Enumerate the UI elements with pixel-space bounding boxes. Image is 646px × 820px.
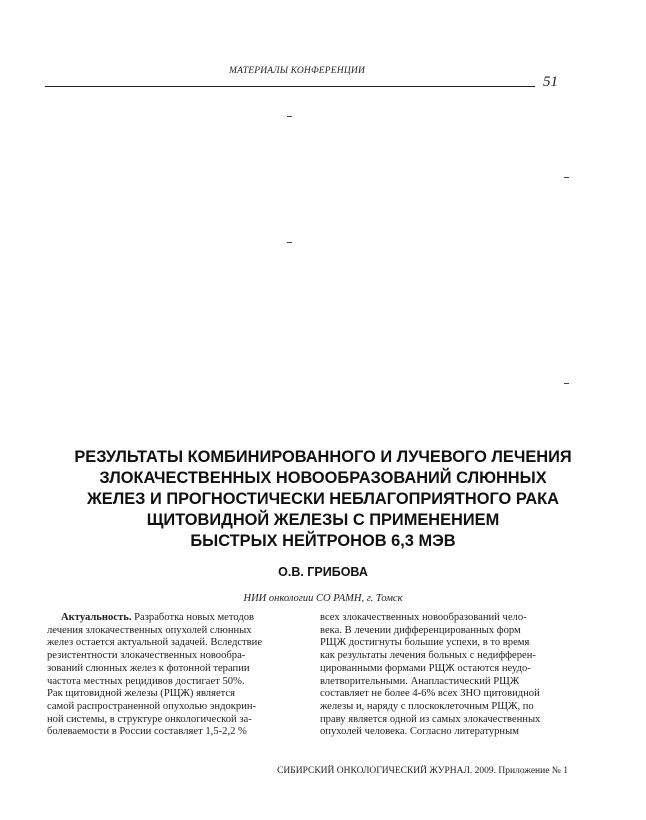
header-rule [45,86,535,87]
lead-continuation: Разработка новых методов [131,612,255,623]
body-line: болеваемости в России составляет 1,5-2,2 % [47,726,247,738]
body-line: как результаты лечения больных с недифферен- [320,650,536,662]
body-column-left [47,612,292,739]
body-line: железы и, наряду с плоскоклеточным РЩЖ, по [320,700,534,712]
stray-mark [564,383,569,384]
body-line: всех злокачественных новообразований чело- [320,612,527,623]
running-title: МАТЕРИАЛЫ КОНФЕРЕНЦИИ [228,66,366,76]
article-title [38,447,608,552]
title-line: ЗЛОКАЧЕСТВЕННЫХ НОВООБРАЗОВАНИЙ СЛЮННЫХ [99,469,547,487]
body-line: резистентности злокачественных новообра- [47,650,246,662]
body-line [47,612,292,625]
body-line: составляет не более 4-6% всех ЗНО щитовидной [320,688,540,700]
page-number: 51 [543,74,558,90]
body-line: самой распространенной опухолью эндокрин- [47,700,257,712]
title-line: ЩИТОВИДНОЙ ЖЕЛЕЗЫ С ПРИМЕНЕНИЕМ [146,511,500,529]
body-line: РЩЖ достигнуты большие успехи, в то время [320,637,530,649]
stray-mark [287,242,292,243]
body-line: опухолей человека. Согласно литературным [320,726,519,738]
section-lead: Актуальность. [61,612,132,623]
body-line: века. В лечении дифференцированных форм [320,624,521,636]
author-affiliation: НИИ онкологии СО РАМН, г. Томск [243,593,403,604]
body-line: желез остается актуальной задачей. Вследствие [47,637,263,649]
journal-footer: СИБИРСКИЙ ОНКОЛОГИЧЕСКИЙ ЖУРНАЛ. 2009. Приложение № 1 [277,766,568,776]
body-line: ной системы, в структуре онкологической за- [47,713,252,725]
stray-mark [564,177,569,178]
body-line: праву является одной из самых злокачественных [320,713,541,725]
stray-mark [287,116,292,117]
body-line: цированными формами РЩЖ остаются неудо- [320,662,531,674]
body-line: частота местных рецидивов достигает 50%. [47,675,245,687]
title-line: ЖЕЛЕЗ И ПРОГНОСТИЧЕСКИ НЕБЛАГОПРИЯТНОГО РАКА [86,490,560,508]
body-column-right [320,612,565,739]
body-line: лечения злокачественных опухолей слюнных [47,624,252,636]
body-line: влетворительными. Анапластический РЩЖ [320,675,520,687]
title-line: РЕЗУЛЬТАТЫ КОМБИНИРОВАННОГО И ЛУЧЕВОГО ЛЕЧЕНИЯ [74,448,572,466]
author-name: О.В. ГРИБОВА [278,565,368,579]
body-line: зований слюнных желез к фотонной терапии [47,662,250,674]
title-line: БЫСТРЫХ НЕЙТРОНОВ 6,3 МЭВ [190,532,456,550]
body-line: Рак щитовидной железы (РЩЖ) является [47,688,236,700]
